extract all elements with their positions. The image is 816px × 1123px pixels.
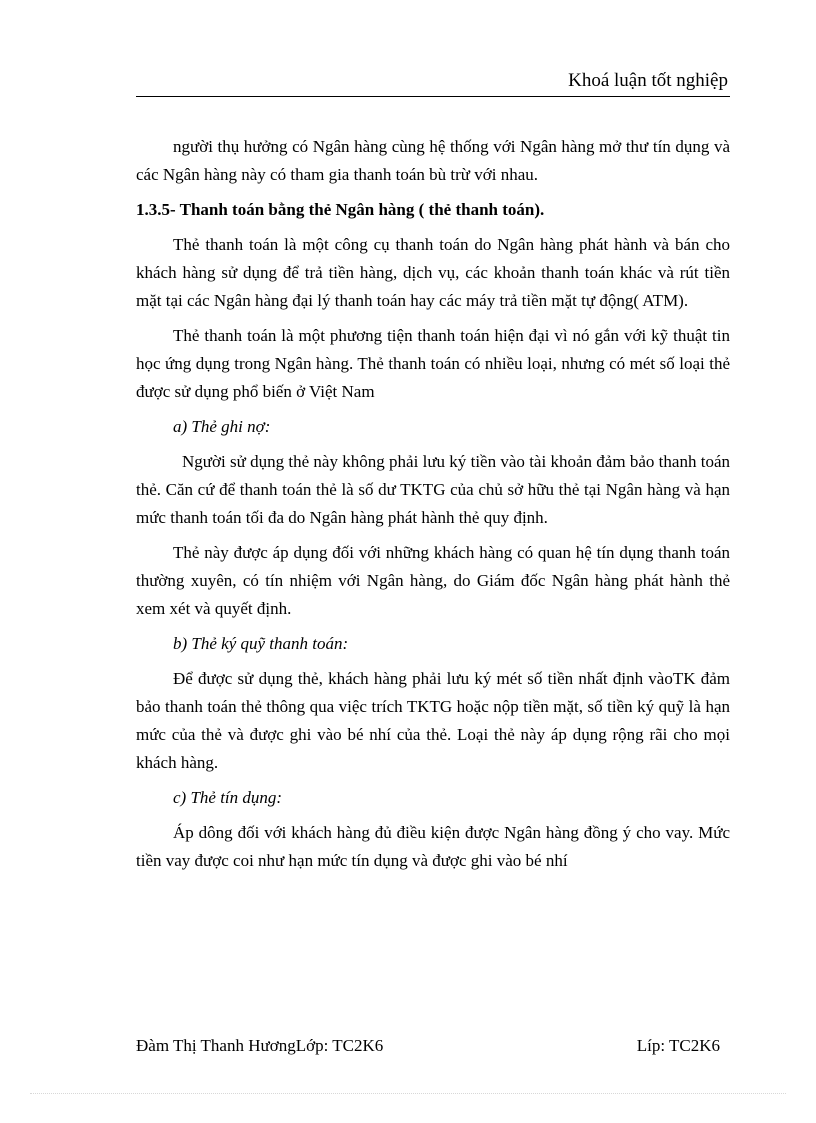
header-title: Khoá luận tốt nghiệp xyxy=(568,70,728,91)
document-body xyxy=(136,133,730,882)
paragraph: Thẻ này được áp dụng đối với những khách hàng có quan hệ tín dụng thanh toán thường xuyên, có tín nhiệm với Ngân hàng, do Giám đốc Ngân hàng phát hành thẻ xem xét và quyết định. xyxy=(136,543,730,618)
footer-class: Líp: TC2K6 xyxy=(636,1036,720,1055)
section-heading: 1.3.5- Thanh toán bằng thẻ Ngân hàng ( thẻ thanh toán). xyxy=(136,200,545,219)
paragraph: Thẻ thanh toán là một phương tiện thanh toán hiện đại vì nó gắn với kỹ thuật tin học ứng dụng trong Ngân hàng. Thẻ thanh toán có nhiều loại, nhưng có mét số loại thẻ được sử dụng phổ biến ở Việt Nam xyxy=(136,326,730,401)
paragraph: người thụ hưởng có Ngân hàng cùng hệ thống với Ngân hàng mở thư tín dụng và các Ngân hàng này có tham gia thanh toán bù trừ với nhau. xyxy=(136,137,730,184)
page-header xyxy=(136,68,730,97)
paragraph: Áp dông đối với khách hàng đủ điều kiện được Ngân hàng đồng ý cho vay. Mức tiền vay được coi như hạn mức tín dụng và được ghi vào bé nhí xyxy=(136,823,730,870)
paragraph: Để được sử dụng thẻ, khách hàng phải lưu ký mét số tiền nhất định vàoTK đảm bảo thanh toán thẻ thông qua việc trích TKTG hoặc nộp tiền mặt, số tiền ký quỹ là hạn mức của thẻ và được ghi vào bé nhí của thẻ. Loại thẻ này áp dụng rộng rãi cho mọi khách hàng. xyxy=(136,669,730,772)
footer-author: Đàm Thị Thanh HươngLớp: TC2K6 xyxy=(136,1036,384,1055)
page-bottom-divider xyxy=(30,1093,786,1094)
paragraph: Thẻ thanh toán là một công cụ thanh toán do Ngân hàng phát hành và bán cho khách hàng sử dụng để trả tiền hàng, dịch vụ, các khoản thanh toán khác và rút tiền mặt tại các Ngân hàng đại lý thanh toán hay các máy trả tiền mặt tự động( ATM). xyxy=(136,235,730,310)
paragraph: Người sử dụng thẻ này không phải lưu ký tiền vào tài khoản đảm bảo thanh toán thẻ. Căn cứ để thanh toán thẻ là số dư TKTG của chủ sở hữu thẻ tại Ngân hàng và hạn mức thanh toán tối đa do Ngân hàng phát hành thẻ quy định. xyxy=(136,452,730,527)
subheading-deposit-card: b) Thẻ ký quỹ thanh toán: xyxy=(173,634,349,653)
subheading-credit-card: c) Thẻ tín dụng: xyxy=(173,788,283,807)
subheading-debit-card: a) Thẻ ghi nợ: xyxy=(173,417,271,436)
